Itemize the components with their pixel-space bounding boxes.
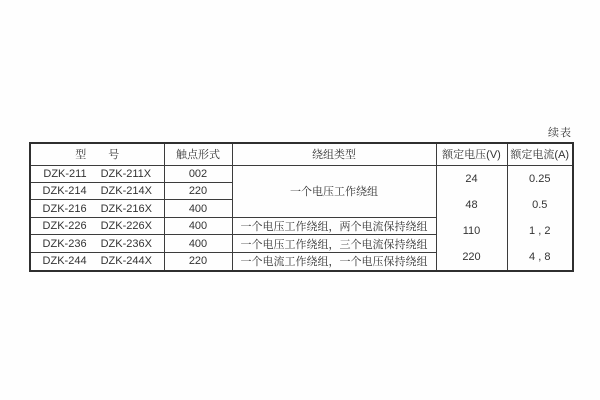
winding-type-cell: 一个电流工作绕组，一个电压保持绕组 — [232, 252, 436, 270]
header-row — [30, 143, 573, 165]
model-right: DZK-226X — [100, 220, 152, 233]
contact-form-cell: 002 — [164, 165, 232, 182]
model-right: DZK-214X — [100, 185, 152, 198]
winding-type-cell: 一个电压工作绕组，两个电流保持绕组 — [232, 217, 436, 234]
model-pair — [43, 238, 152, 250]
model-pair — [43, 220, 152, 232]
spec-table — [29, 142, 574, 272]
model-pair — [43, 185, 152, 197]
rated-current-merged-cell — [507, 165, 573, 271]
model-right: DZK-216X — [100, 202, 152, 215]
voltage-value: 110 — [462, 224, 481, 237]
model-left: DZK-226 — [42, 220, 87, 233]
model-left: DZK-211 — [43, 167, 87, 180]
voltage-value: 24 — [465, 172, 478, 185]
col-header-winding-type: 绕组类型 — [232, 143, 436, 165]
model-cell — [30, 252, 164, 270]
col-header-model: 型 号 — [30, 143, 164, 165]
continued-table-label: 续表 — [548, 127, 572, 139]
contact-form-cell: 400 — [164, 200, 232, 217]
model-left: DZK-236 — [42, 237, 87, 250]
contact-form-cell: 400 — [164, 217, 232, 234]
model-cell — [30, 200, 164, 217]
current-value: 4 , 8 — [529, 250, 551, 263]
contact-form-cell: 400 — [164, 235, 232, 252]
col-header-rated-current: 额定电流(A) — [507, 143, 573, 165]
rated-voltage-merged-cell — [436, 165, 507, 271]
voltage-value: 220 — [462, 250, 481, 263]
model-cell — [30, 235, 164, 252]
model-cell — [30, 165, 164, 182]
model-left: DZK-214 — [42, 185, 87, 198]
model-pair — [43, 255, 152, 267]
winding-type-merged-cell: 一个电压工作绕组 — [232, 165, 436, 217]
voltage-value: 48 — [465, 198, 478, 211]
contact-form-cell: 220 — [164, 182, 232, 199]
winding-type-cell: 一个电压工作绕组，三个电流保持绕组 — [232, 235, 436, 252]
current-value: 0.5 — [532, 198, 548, 211]
current-value: 0.25 — [529, 172, 551, 185]
col-header-contact-form: 触点形式 — [164, 143, 232, 165]
model-cell — [30, 217, 164, 234]
model-pair — [43, 203, 152, 215]
current-value: 1 , 2 — [529, 224, 551, 237]
model-right: DZK-244X — [100, 255, 152, 268]
contact-form-cell: 220 — [164, 252, 232, 270]
model-cell — [30, 182, 164, 199]
model-pair — [43, 168, 151, 180]
model-right: DZK-236X — [100, 237, 152, 250]
col-header-rated-voltage: 额定电压(V) — [436, 143, 507, 165]
model-right: DZK-211X — [100, 167, 152, 180]
model-left: DZK-216 — [42, 202, 87, 215]
model-left: DZK-244 — [42, 255, 87, 268]
table-row — [30, 165, 573, 182]
